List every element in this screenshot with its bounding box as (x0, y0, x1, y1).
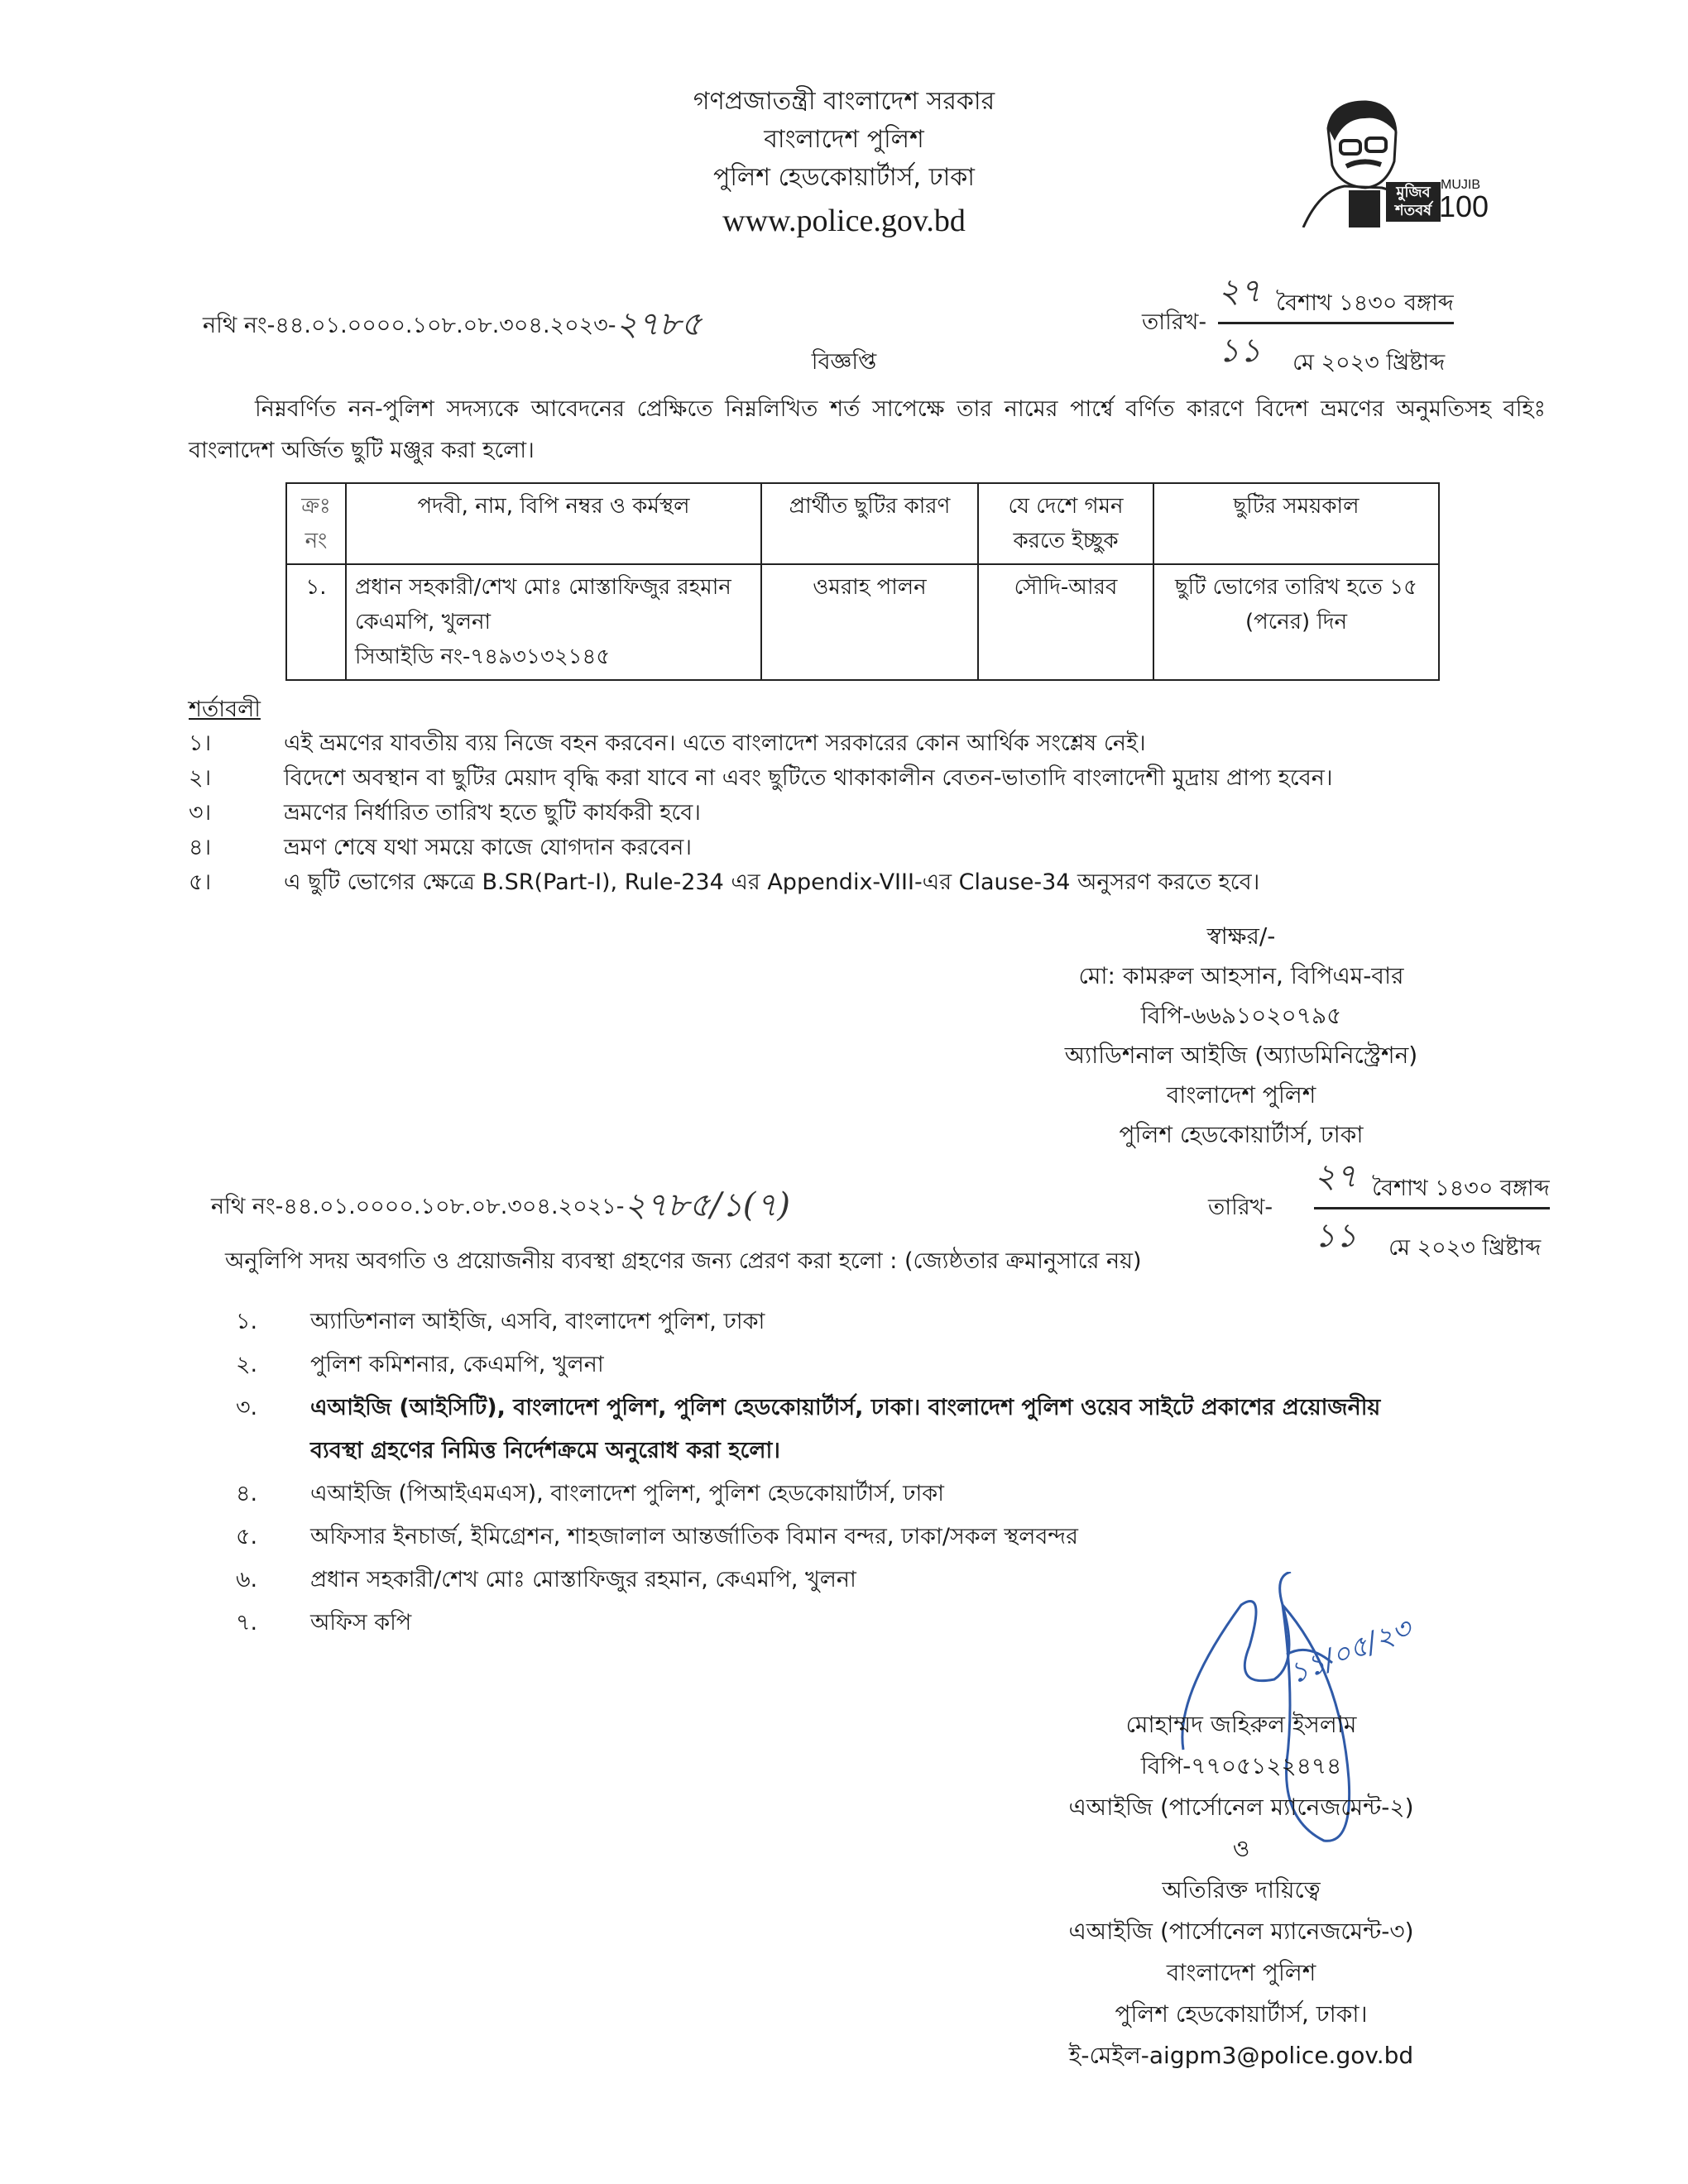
date-bangla-month-year: বৈশাখ ১৪৩০ বঙ্গাব্দ (1276, 290, 1454, 316)
memo-number-handwritten: ২৭৮৫ (616, 305, 703, 343)
header-country: যে দেশে গমন করতে ইচ্ছুক (978, 483, 1153, 564)
memo-number-handwritten: ২৭৮৫/১(৭) (624, 1186, 791, 1224)
logo-mujib-text: MUJIB (1441, 178, 1480, 192)
employee-name: প্রধান সহকারী/শেখ মোঃ মোস্তাফিজুর রহমান (355, 575, 731, 600)
signatory-office: পুলিশ হেডকোয়ার্টার্স, ঢাকা। (1115, 2000, 1368, 2028)
copy-item: ৫. অফিসার ইনচার্জ, ইমিগ্রেশন, শাহজালাল আন্তর্জাতিক বিমান বন্দর, ঢাকা/সকল স্থলবন্দর (236, 1524, 1078, 1549)
date-gregorian-day: ১১ (1314, 1217, 1358, 1255)
copy-item: ৪. এআইজি (পিআইএমএস), বাংলাদেশ পুলিশ, পুলিশ হেডকোয়ার্টার্স, ঢাকা (236, 1481, 945, 1506)
logo-100-text: 100 (1439, 189, 1489, 223)
mujib-100-logo (1295, 95, 1489, 228)
copy-item: ১. অ্যাডিশনাল আইজি, এসবি, বাংলাদেশ পুলিশ, ঢাকা (236, 1309, 765, 1334)
signatory-org: বাংলাদেশ পুলিশ (1166, 1081, 1316, 1109)
signature-date: ১১/০৫/২৩ (1284, 1612, 1417, 1691)
copy-intro: অনুলিপি সদয় অবগতি ও প্রয়োজনীয় ব্যবস্থা গ্রহণের জন্য প্রেরণ করা হলো : (জ্যেষ্ঠতার ক্রমানুসারে নয়) (225, 1248, 1142, 1274)
signatory-designation-additional: এআইজি (পার্সোনেল ম্যানেজমেন্ট-৩) (1068, 1918, 1414, 1945)
employee-workplace: কেএমপি, খুলনা (355, 610, 492, 635)
signatory-designation: অ্যাডিশনাল আইজি (অ্যাডমিনিস্ট্রেশন) (1064, 1042, 1418, 1069)
signatory-bp: বিপি-৬৬৯১০২০৭৯৫ (1140, 1002, 1342, 1029)
date-gregorian-month-year: মে ২০২৩ খ্রিষ্টাব্দ (1388, 1235, 1542, 1261)
date-bangla-month-year: বৈশাখ ১৪৩০ বঙ্গাব্দ (1372, 1176, 1550, 1201)
memo-number-text: নথি নং-৪৪.০১.০০০০.১০৮.০৮.৩০৪.২০২১- (211, 1193, 625, 1219)
conditions-list (189, 726, 1479, 900)
employee-id: সিআইডি নং-৭৪৯৩১৩২১৪৫ (355, 644, 611, 669)
letterhead (679, 83, 1009, 242)
condition-item: ৫। এ ছুটি ভোগের ক্ষেত্রে B.SR(Part-I), Rule-234 এর Appendix-VIII-এর Clause-34 অনুসরণ করতে হবে। (189, 869, 1260, 895)
date-label: তারিখ- (1208, 1194, 1273, 1220)
condition-item: ৪। ভ্রমণ শেষে যথা সময়ে কাজে যোগদান করবেন। (189, 835, 693, 860)
memo-date-copy (1208, 1150, 1550, 1265)
signatory-bp: বিপি-৭৭০৫১২২৪৭৪ (1140, 1752, 1342, 1779)
conditions-title: শর্তাবলী (189, 697, 261, 722)
signatory-name: মোহাম্মদ জহিরুল ইসলাম (1125, 1711, 1357, 1738)
logo-bangla-text: মুজিব শতবর্ষ (1386, 182, 1441, 222)
header-reason: প্রার্থীত ছুটির কারণ (761, 483, 978, 564)
condition-item: ৩। ভ্রমণের নির্ধারিত তারিখ হতে ছুটি কার্যকরী হবে। (189, 800, 701, 826)
cell-details (346, 564, 761, 680)
copy-item: ৬. প্রধান সহকারী/শেখ মোঃ মোস্তাফিজুর রহমান, কেএমপি, খুলনা (236, 1567, 856, 1592)
header-website: www.police.gov.bd (722, 204, 966, 238)
cell-duration: ছুটি ভোগের তারিখ হতে ১৫ (পনের) দিন (1153, 564, 1439, 680)
header-duration: ছুটির সময়কাল (1153, 483, 1439, 564)
cell-reason: ওমরাহ পালন (761, 564, 978, 680)
memo-number (203, 298, 702, 353)
cell-country: সৌদি-আরব (978, 564, 1153, 680)
notice-intro: নিম্নবর্ণিত নন-পুলিশ সদস্যকে আবেদনের প্রেক্ষিতে নিম্নলিখিত শর্ত সাপেক্ষে তার নামের পার্শ্বে বর্ণিত কারণে বিদেশ ভ্রমণের অনুমতিসহ বহিঃ বাংলাদেশ অর্জিত ছুটি মঞ্জুর করা হলো। (189, 396, 1546, 463)
condition-item: ১। এই ভ্রমণের যাবতীয় ব্যয় নিজে বহন করবেন। এতে বাংলাদেশ সরকারের কোন আর্থিক সংশ্লেষ নেই। (189, 730, 1146, 756)
signatory-2 (952, 1704, 1531, 2076)
header-hq: পুলিশ হেডকোয়ার্টার্স, ঢাকা (712, 163, 975, 192)
table-row (286, 564, 1439, 680)
signatory-email: ই-মেইল-aigpm3@police.gov.bd (1068, 2042, 1414, 2069)
leave-table (285, 482, 1440, 681)
memo-number-copy (211, 1179, 790, 1234)
signatory-office: পুলিশ হেডকোয়ার্টার্স, ঢাকা (1119, 1121, 1364, 1148)
notice-title: বিজ্ঞপ্তি (811, 349, 877, 375)
signatory-conjunction: ও (1232, 1835, 1250, 1862)
condition-item: ২। বিদেশে অবস্থান বা ছুটির মেয়াদ বৃদ্ধি করা যাবে না এবং ছুটিতে থাকাকালীন বেতন-ভাতাদি বাংলাদেশী মুদ্রায় প্রাপ্য হবেন। (189, 765, 1333, 791)
copy-item: ২. পুলিশ কমিশনার, কেএমপি, খুলনা (236, 1352, 604, 1377)
date-gregorian-day: ১১ (1218, 332, 1262, 370)
date-bangla-day: ২৭ (1218, 272, 1262, 310)
date-bangla-day: ২৭ (1314, 1157, 1358, 1195)
signatory-org: বাংলাদেশ পুলিশ (1166, 1959, 1316, 1986)
signatory-designation: এআইজি (পার্সোনেল ম্যানেজমেন্ট-২) (1068, 1794, 1414, 1821)
header-police: বাংলাদেশ পুলিশ (764, 125, 924, 154)
date-label: তারিখ- (1142, 309, 1207, 335)
header-details: পদবী, নাম, বিপি নম্বর ও কর্মস্থল (346, 483, 761, 564)
header-government: গণপ্রজাতন্ত্রী বাংলাদেশ সরকার (693, 87, 995, 116)
signed-mark: স্বাক্ষর/- (1206, 922, 1276, 950)
cell-serial: ১. (286, 564, 346, 680)
table-header-row (286, 483, 1439, 564)
signatory-name: মো: কামরুল আহসান, বিপিএম-বার (1078, 962, 1404, 989)
signatory-1 (952, 917, 1531, 1155)
header-serial: ক্রঃ নং (286, 483, 346, 564)
signatory-additional-charge: অতিরিক্ত দায়িত্বে (1162, 1876, 1321, 1904)
date-gregorian-month-year: মে ২০২৩ খ্রিষ্টাব্দ (1292, 350, 1446, 376)
copy-item: ৭. অফিস কপি (236, 1610, 412, 1636)
memo-number-text: নথি নং-৪৪.০১.০০০০.১০৮.০৮.৩০৪.২০২৩- (203, 312, 616, 338)
copy-item: ৩. এআইজি (আইসিটি), বাংলাদেশ পুলিশ, পুলিশ হেডকোয়ার্টার্স, ঢাকা। বাংলাদেশ পুলিশ ওয়েব সাইটে প্রকাশের প্রয়োজনীয় ব্যবস্থা গ্রহণের নিমিত্ত নির্দেশক্রমে অনুরোধ করা হলো। (236, 1395, 1381, 1463)
memo-date (1142, 265, 1454, 380)
